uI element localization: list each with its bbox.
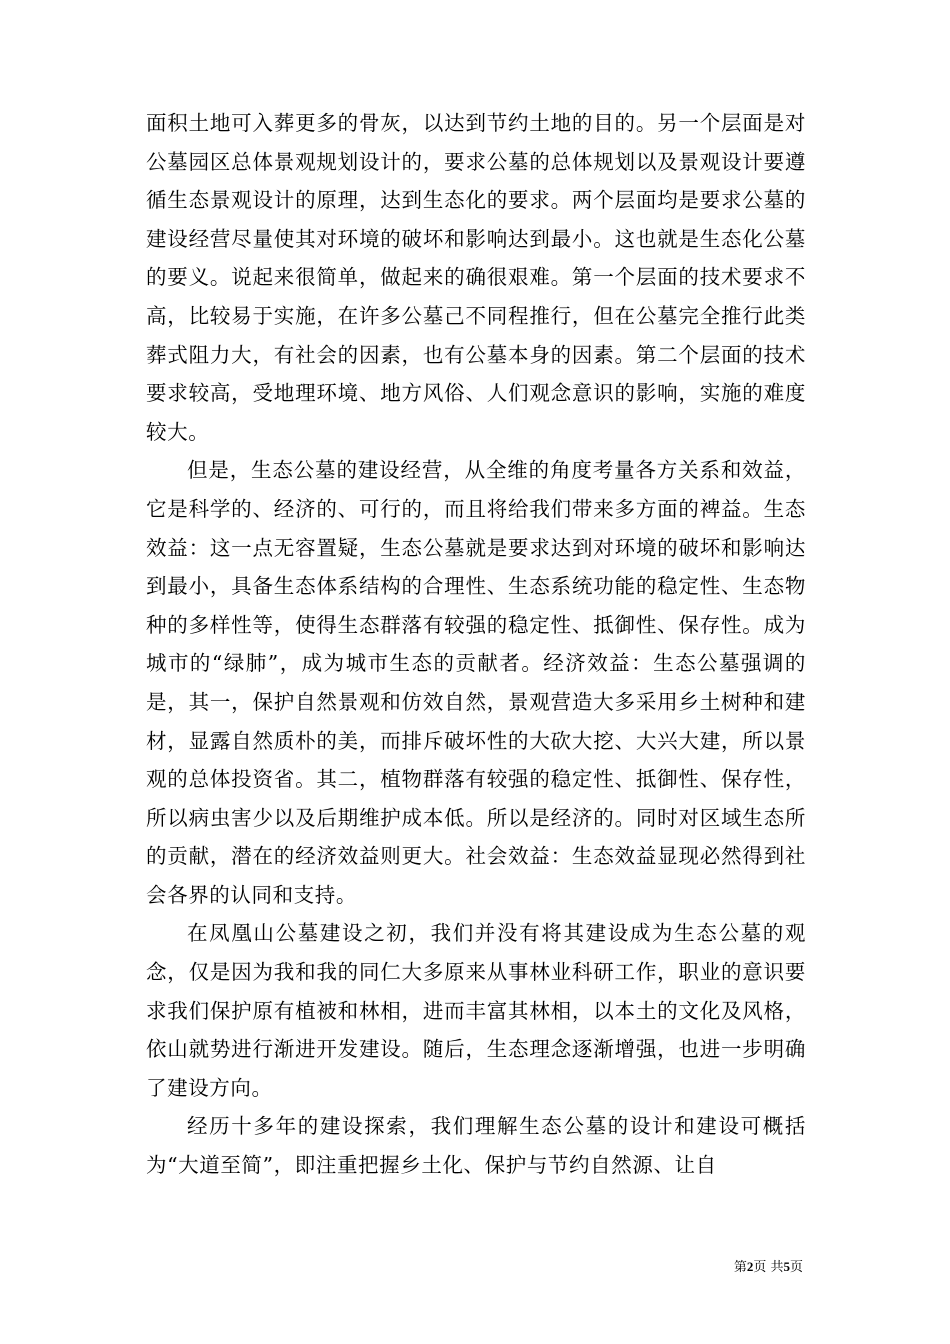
page-footer [734, 1259, 803, 1276]
footer-prefix: 第 [733, 1260, 747, 1275]
footer-middle: 页 共 [753, 1260, 784, 1275]
paragraph-4: 经历十多年的建设探索，我们理解生态公墓的设计和建设可概括为“大道至简”，即注重把握乡土化、保护与节约自然源、让自 [146, 1114, 806, 1178]
paragraph-1: 面积土地可入葬更多的骨灰，以达到节约土地的目的。另一个层面是对公墓园区总体景观规划设计的，要求公墓的总体规划以及景观设计要遵循生态景观设计的原理，达到生态化的要求。两个层面均是要求公墓的建设经营尽量使其对环境的破坏和影响达到最小。这也就是生态化公墓的要义。说起来很简单，做起来的确很艰难。第一个层面的技术要求不高，比较易于实施，在许多公墓己不同程推行，但在公墓完全推行此类葬式阻力大，有社会的因素，也有公墓本身的因素。第二个层面的技术要求较高，受地理环境、地方风俗、人们观念意识的影响，实施的难度较大。 [146, 111, 806, 444]
footer-total-pages: 5 [783, 1259, 790, 1274]
paragraph-2: 但是，生态公墓的建设经营，从全维的角度考量各方关系和效益，它是科学的、经济的、可行的，而且将给我们带来多方面的裨益。生态效益：这一点无容置疑，生态公墓就是要求达到对环境的破坏和影响达到最小，具备生态体系结构的合理性、生态系统功能的稳定性、生态物种的多样性等，使得生态群落有较强的稳定性、抵御性、保存性。成为城市的“绿肺”，成为城市生态的贡献者。经济效益：生态公墓强调的是，其一，保护自然景观和仿效自然，景观营造大多采用乡土树种和建材，显露自然质朴的美，而排斥破坏性的大砍大挖、大兴大建，所以景观的总体投资省。其二，植物群落有较强的稳定性、抵御性、保存性，所以病虫害少以及后期维护成本低。所以是经济的。同时对区域生态所的贡献，潜在的经济效益则更大。社会效益：生态效益显现必然得到社会各界的认同和支持。 [146, 458, 806, 907]
body-text [146, 104, 806, 1185]
paragraph-3: 在凤凰山公墓建设之初，我们并没有将其建设成为生态公墓的观念，仅是因为我和我的同仁大多原来从事林业科研工作，职业的意识要求我们保护原有植被和林相，进而丰富其林相，以本土的文化及风格，依山就势进行渐进开发建设。随后，生态理念逐渐增强，也进一步明确了建设方向。 [146, 921, 806, 1100]
footer-suffix: 页 [789, 1260, 803, 1275]
footer-current-page: 2 [746, 1259, 754, 1274]
